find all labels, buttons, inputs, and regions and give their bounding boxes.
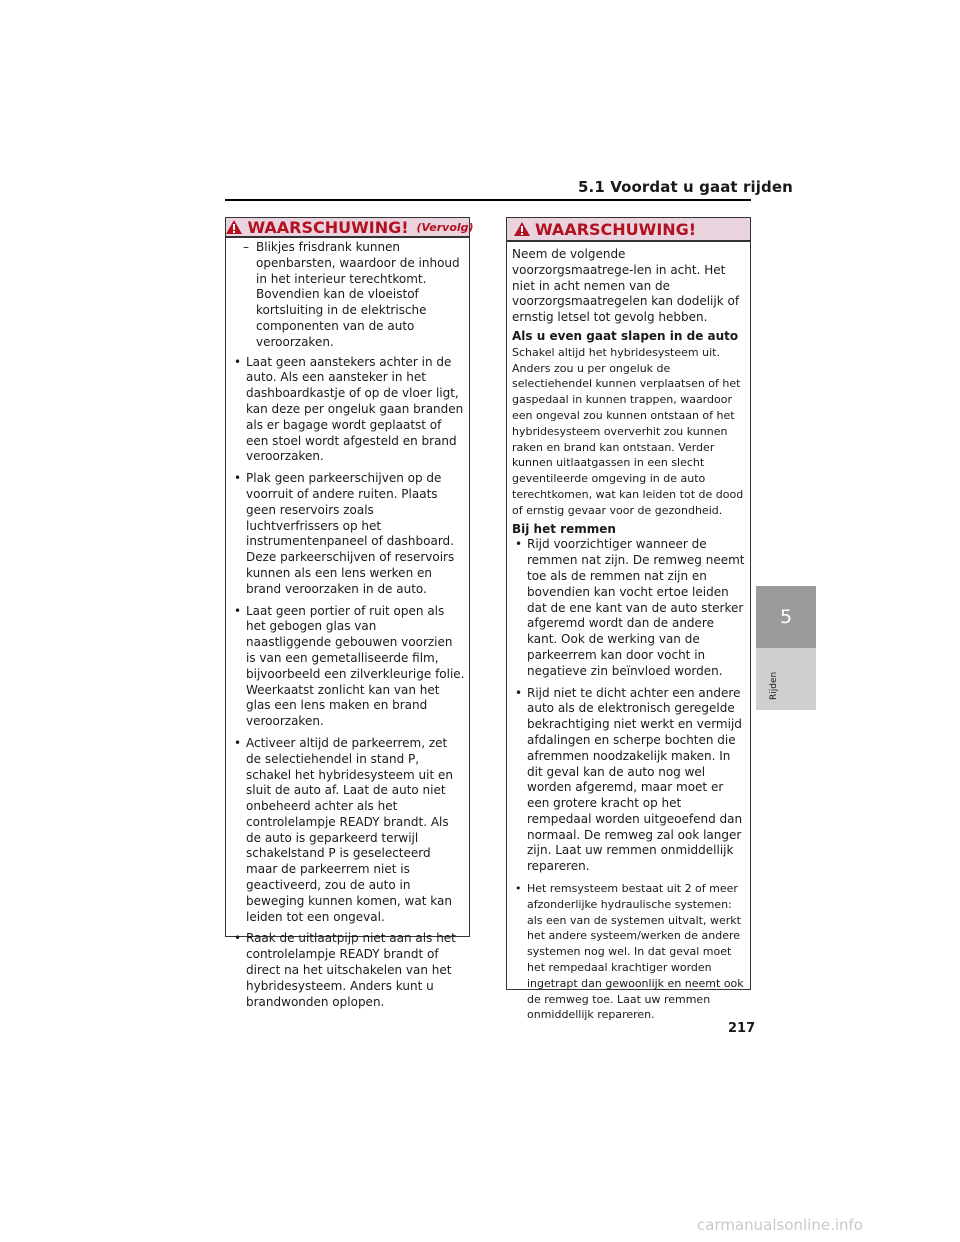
warning-header (507, 218, 750, 242)
bullet-text: Raak de uitlaatpijp niet aan als het controlelampje READY brandt of direct na het uitschakelen van het hybridesysteem. Anders kunt u brandwonden oplopen. (246, 931, 456, 1009)
chapter-label: Rijden (769, 671, 779, 700)
bullet-item: • Het remsysteem bestaat uit 2 of meer afzonderlijke hydraulische systemen: als een van de systemen uitvalt, werkt het andere systeem/werken de andere systemen nog wel. In dat geval moet het rempedaal krachtiger worden ingetrapt dan gewoonlijk en neemt ook de remweg toe. Laat uw remmen onmiddellijk repareren. (515, 882, 744, 1022)
footer-watermark: carmanualsonline.info (697, 1216, 863, 1234)
page-header-title: 5.1 Voordat u gaat rijden (578, 178, 793, 196)
section-heading-sleeping: Als u even gaat slapen in de auto (512, 328, 739, 343)
warning-triangle-icon (225, 219, 243, 235)
warning-title: WAARSCHUWING! (535, 219, 697, 239)
bullet-item: • Activeer altijd de parkeerrem, zet de selectiehendel in stand P, schakel het hybridesysteem uit en sluit de auto af. Laat de auto niet onbeheerd achter als het controlelampje READY brandt. Als de auto is geparkeerd terwijl schakelstand P is geselecteerd maar de parkeerrem niet is geactiveerd, zou de auto in beweging kunnen komen, wat kan leiden tot een ongeval. (234, 735, 453, 924)
bullet-item: • Rijd niet te dicht achter een andere auto als de elektronisch geregelde bekrachtiging niet werkt en vermijd afdalingen en scherpe bochten die afremmen noodzakelijk maken. In dit geval kan de auto nog wel worden afgeremd, maar moet er een grotere kracht op het rempedaal worden uitgeoefend dan normaal. De remweg zal ook langer zijn. Laat uw remmen onmiddellijk repareren. (515, 685, 743, 874)
bullet-item: • Plak geen parkeerschijven op de voorruit of andere ruiten. Plaats geen reservoirs zoals luchtverfrissers op het instrumentenpaneel of dashboard. Deze parkeerschijven of reservoirs kunnen als een lens werken en brand veroorzaken in de auto. (234, 471, 455, 596)
dash-item: – Blikjes frisdrank kunnen openbarsten, waardoor de inhoud in het interieur terechtkomt. Bovendien kan de vloeistof kortsluiting in de elektrische componenten van de auto veroorzaken. (243, 240, 460, 349)
section-heading-braking: Bij het remmen (512, 521, 616, 536)
continuation-label: (Vervolg) (416, 220, 474, 234)
chapter-number: 5 (779, 606, 793, 628)
warning-title: WAARSCHUWING! (247, 217, 409, 237)
bullet-item: • Rijd voorzichtiger wanneer de remmen nat zijn. De remweg neemt toe als de remmen nat zijn en bovendien kan vocht ertoe leiden dat de ene kant van de auto sterker afgeremd wordt dan de andere kant. Ook de werking van de parkeerrem kan door vocht in negatieve zin beïnvloed worden. (515, 537, 745, 678)
section-text-sleeping: Schakel altijd het hybridesysteem uit. Anders zou u per ongeluk de selectiehendel kunnen verplaatsen of het gaspedaal in kunnen trappen, waardoor een ongeval zou kunnen ontstaan of het hybridesysteem oververhit zou kunnen raken en brand kan ontstaan. Verder kunnen uitlaatgassen in een slecht geventileerde omgeving in de auto terechtkomen, wat kan leiden tot de dood of ernstig gevaar voor de gezondheid. (512, 345, 744, 517)
bullet-text: Laat geen aanstekers achter in de auto. Als een aansteker in het dashboardkastje of op de vloer ligt, kan deze per ongeluk gaan branden als er bagage wordt geplaatst of een stoel wordt afgesteld en brand veroorzaken. (246, 354, 464, 464)
bullet-item: • Laat geen portier of ruit open als het gebogen glas van naastliggende gebouwen voorzien is van een gemetalliseerde film, bijvoorbeeld een zilverkleurige folie. Weerkaatst zonlicht kan van het glas een lens maken en brand veroorzaken. (234, 603, 465, 729)
bullet-text: Laat geen portier of ruit open als het gebogen glas van naastliggende gebouwen voorzien is van een gemetalliseerde film, bijvoorbeeld een zilverkleurige folie. Weerkaatst zonlicht kan van het glas een lens maken en brand veroorzaken. (246, 603, 465, 729)
warning-box (506, 217, 751, 1022)
bullet-text: Rijd niet te dicht achter een andere auto als de elektronisch geregelde bekrachtiging niet werkt en vermijd afdalingen en scherpe bochten die afremmen noodzakelijk maken. In dit geval kan de auto nog wel worden afgeremd, maar moet er een grotere kracht op het rempedaal worden uitgeoefend dan normaal. De remweg zal ook langer zijn. Laat uw remmen onmiddellijk repareren. (527, 685, 743, 874)
chapter-side-panel (756, 648, 816, 710)
dash-item-text: Blikjes frisdrank kunnen openbarsten, waardoor de inhoud in het interieur terechtkomt. Bovendien kan de vloeistof kortsluiting in de elektrische componenten van de auto veroorzaken. (256, 240, 460, 349)
bullet-item: • Laat geen aanstekers achter in de auto. Als een aansteker in het dashboardkastje of op de vloer ligt, kan deze per ongeluk gaan branden als er bagage wordt geplaatst of een stoel wordt afgesteld en brand veroorzaken. (234, 354, 464, 464)
warning-triangle-icon (513, 221, 531, 237)
intro-paragraph: Neem de volgende voorzorgsmaatrege-len in acht. Het niet in acht nemen van de voorzorgsmaatregelen kan dodelijk of ernstig letsel tot gevolg hebben. (512, 247, 740, 325)
warning-box-continued (225, 217, 474, 1009)
header-rule (225, 199, 751, 201)
chapter-tab (756, 586, 816, 648)
page-number: 217 (728, 1021, 756, 1036)
bullet-text: Het remsysteem bestaat uit 2 of meer afzonderlijke hydraulische systemen: als een van de systemen uitvalt, werkt het andere systeem/werken de andere systemen nog wel. In dat geval moet het rempedaal krachtiger worden ingetrapt dan gewoonlijk en neemt ook de remweg toe. Laat uw remmen onmiddellijk repareren. (527, 882, 744, 1022)
warning-header (226, 217, 474, 238)
bullet-text: Activeer altijd de parkeerrem, zet de selectiehendel in stand P, schakel het hybridesysteem uit en sluit de auto af. Laat de auto niet onbeheerd achter als het controlelampje READY brandt. Als de auto is geparkeerd terwijl schakelstand P is geselecteerd maar de parkeerrem niet is geactiveerd, zou de auto in beweging kunnen komen, wat kan leiden tot een ongeval. (246, 735, 453, 924)
bullet-text: Rijd voorzichtiger wanneer de remmen nat zijn. De remweg neemt toe als de remmen nat zijn en bovendien kan vocht ertoe leiden dat de ene kant van de auto sterker afgeremd wordt dan de andere kant. Ook de werking van de parkeerrem kan door vocht in negatieve zin beïnvloed worden. (527, 537, 745, 678)
bullet-item: • Raak de uitlaatpijp niet aan als het controlelampje READY brandt of direct na het uitschakelen van het hybridesysteem. Anders kunt u brandwonden oplopen. (234, 931, 456, 1009)
bullet-text: Plak geen parkeerschijven op de voorruit of andere ruiten. Plaats geen reservoirs zoals luchtverfrissers op het instrumentenpaneel of dashboard. Deze parkeerschijven of reservoirs kunnen als een lens werken en brand veroorzaken in de auto. (246, 471, 455, 596)
